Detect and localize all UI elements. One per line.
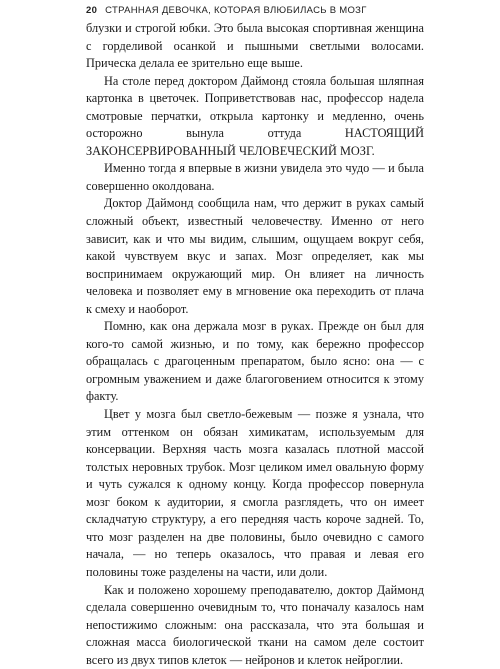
page-number: 20 [86, 5, 97, 16]
paragraph: Именно тогда я впервые в жизни увидела это чудо — и была совершенно околдована. [86, 160, 424, 195]
paragraph: Цвет у мозга был светло-бежевым — позже я узнала, что этим оттенком он обязан химикатам, используемым для консервации. Верхняя часть мозга казалась плотной массой толстых неровных трубок. Мозг целиком имел овальную форму и чуть сужался к одному концу. Когда профессор повернула мозг боком к аудитории, я смогла разглядеть, что он имеет складчатую структуру, а его передняя часть короче задней. То, что мозг разделен на две половины, было очевидно с самого начала, — но теперь оказалось, что правая и левая его половины тоже разделены на части, или доли. [86, 406, 424, 581]
paragraph: На столе перед доктором Даймонд стояла большая шляпная картонка в цветочек. Поприветствовав нас, профессор надела смотровые перчатки, открыла картонку и медленно, очень осторожно вынула оттуда НАСТОЯЩИЙ ЗАКОНСЕРВИРОВАННЫЙ ЧЕЛОВЕЧЕСКИЙ МОЗГ. [86, 73, 424, 161]
paragraph: Доктор Даймонд сообщила нам, что держит в руках самый сложный объект, известный человечеству. Именно от него зависит, как и что мы видим, слышим, ощущаем вокруг себя, какой чувствуем вкус и запах. Мозг определяет, как мы воспринимаем окружающий мир. Он влияет на личность человека и позволяет ему в мгновение ока переходить от плача к смеху и наоборот. [86, 195, 424, 318]
body-text [86, 20, 424, 669]
paragraph: Помню, как она держала мозг в руках. Прежде он был для кого-то самой жизнью, и по тому, как бережно профессор обращалась с драгоценным препаратом, было ясно: она — с огромным уважением и даже благоговением относится к этому факту. [86, 318, 424, 406]
running-head [86, 3, 367, 17]
paragraph: Как и положено хорошему преподавателю, доктор Даймонд сделала совершенно очевидным то, что поначалу казалось нам непостижимо сложным: она рассказала, что эта большая и сложная масса биологической ткани на самом деле состоит всего из двух типов клеток — нейронов и клеток нейроглии. [86, 582, 424, 669]
paragraph: блузки и строгой юбки. Это была высокая спортивная женщина с горделивой осанкой и пышными светлыми волосами. Прическа делала ее зрительно еще выше. [86, 20, 424, 73]
running-head-title: СТРАННАЯ ДЕВОЧКА, КОТОРАЯ ВЛЮБИЛАСЬ В МОЗГ [105, 5, 367, 16]
